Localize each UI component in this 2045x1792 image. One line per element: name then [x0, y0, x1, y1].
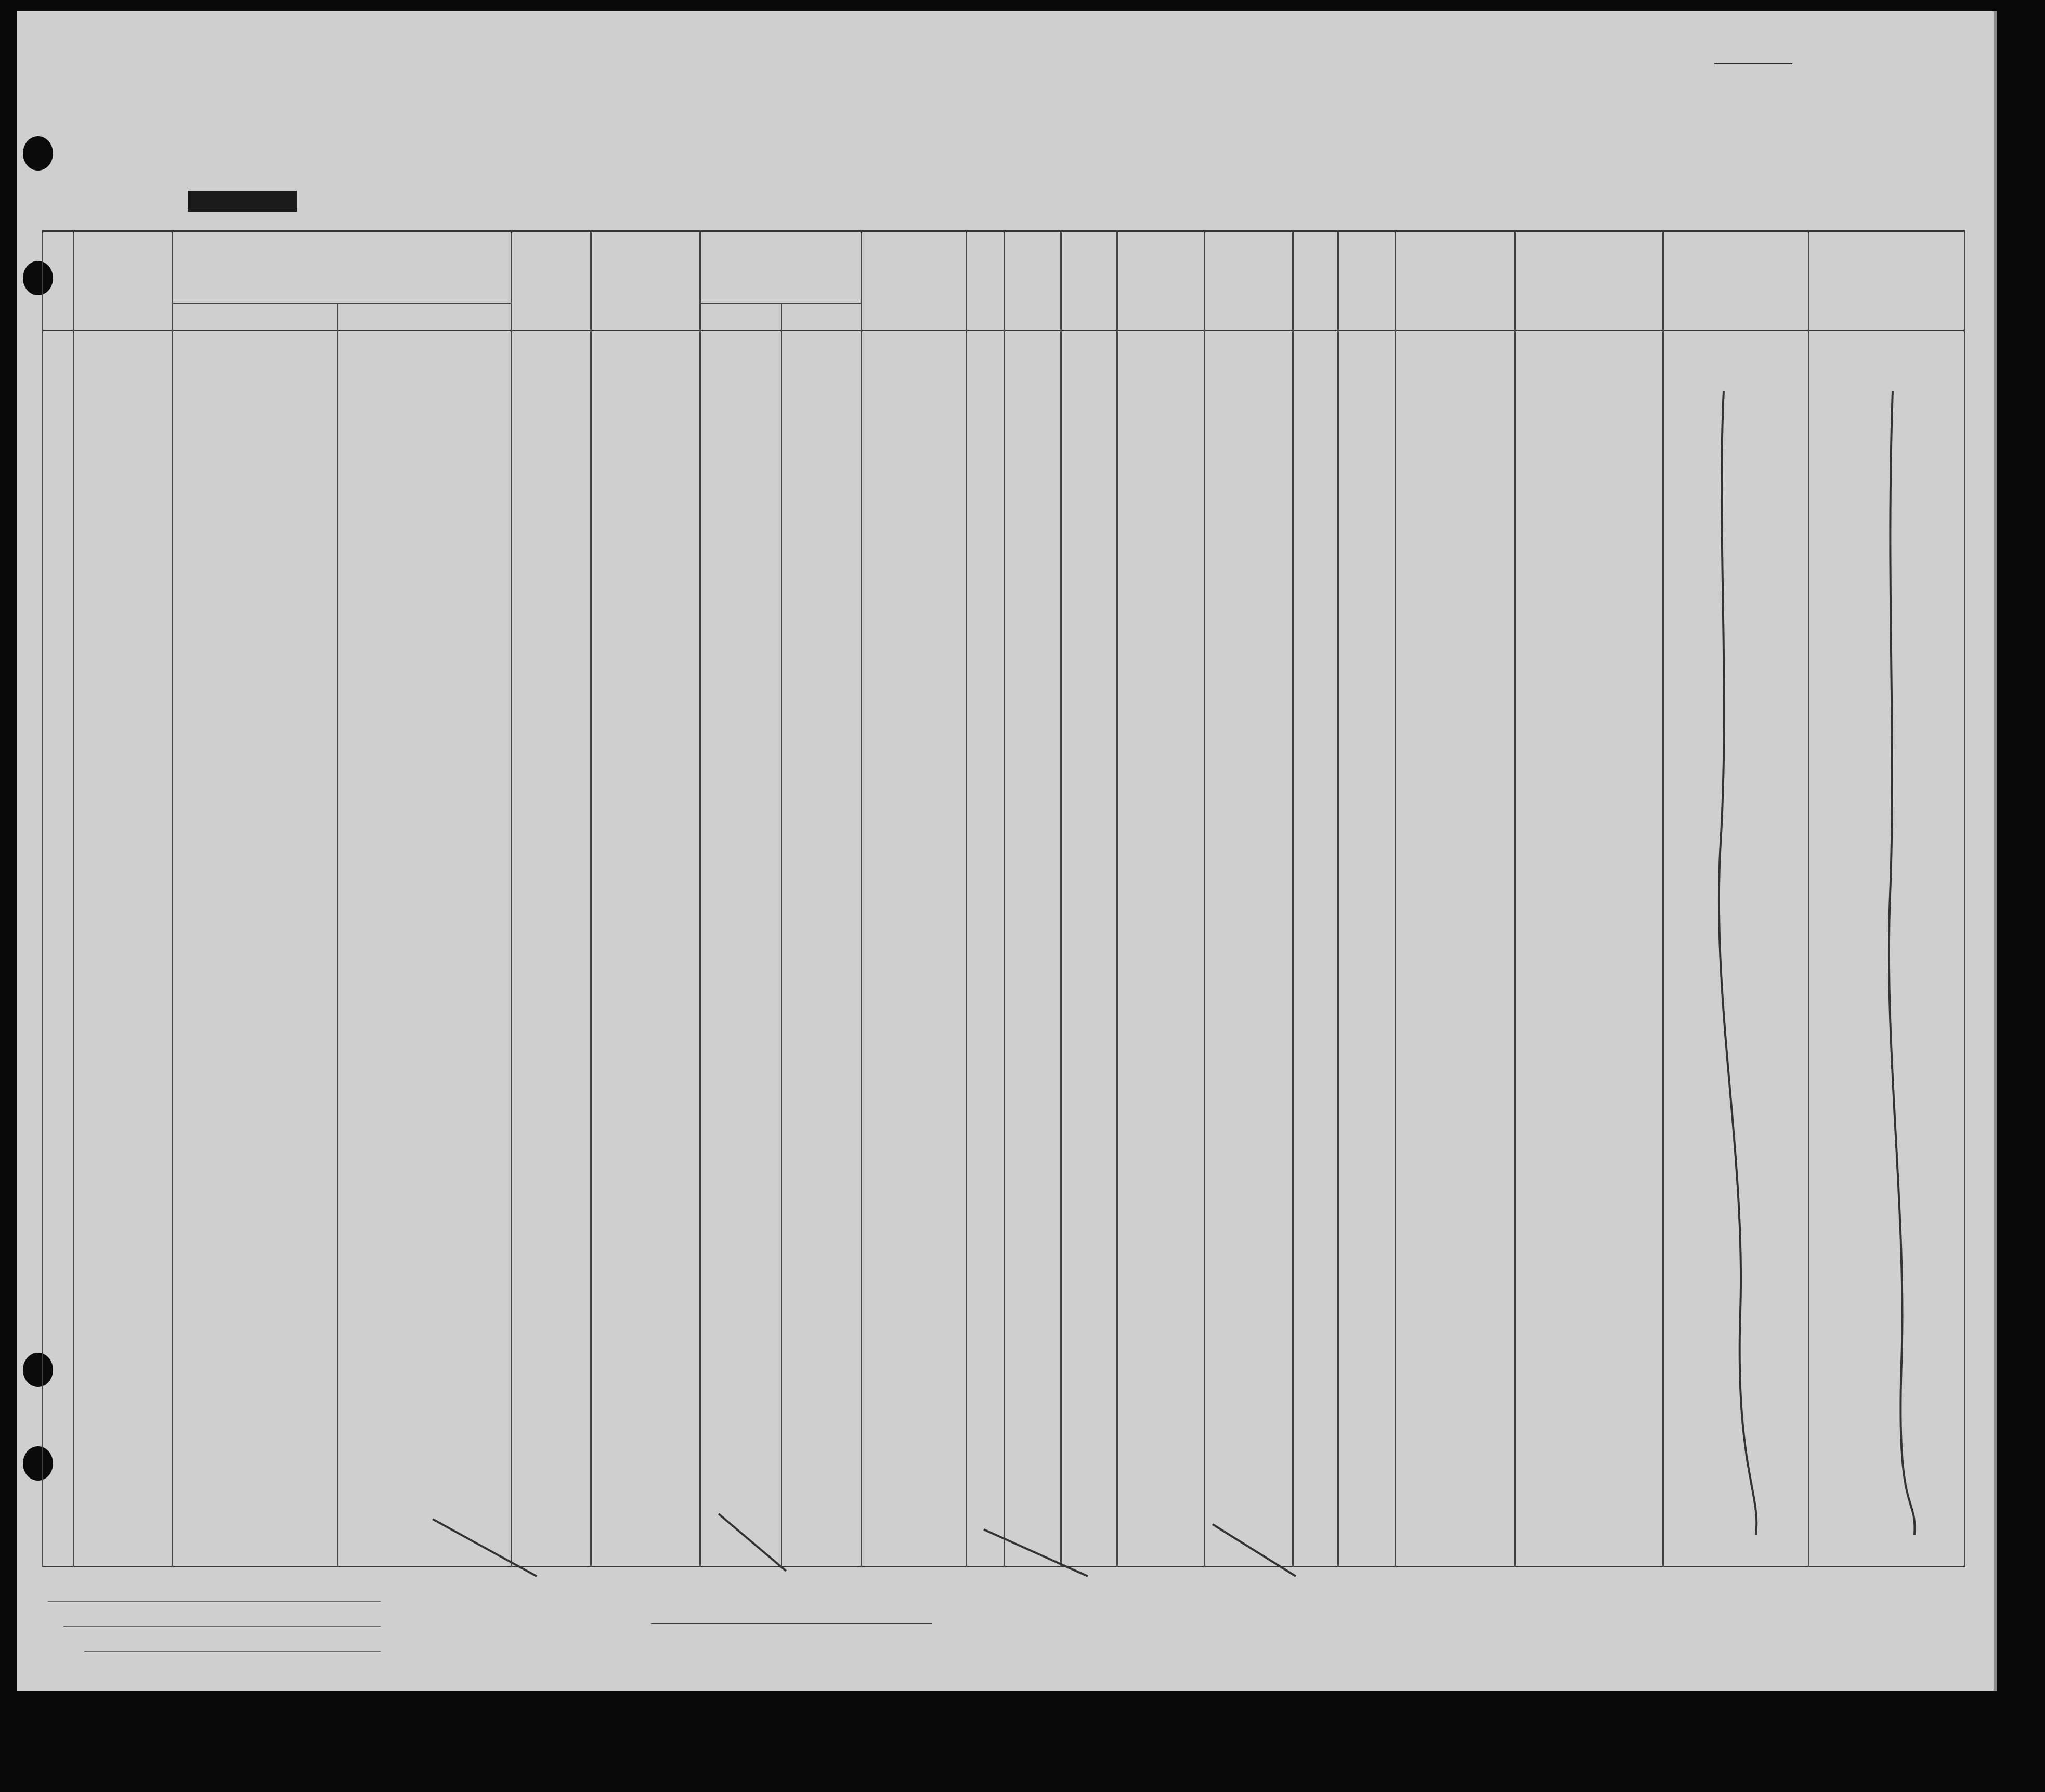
col-divider [781, 303, 782, 1567]
col-divider [1116, 230, 1118, 1567]
col-divider [511, 230, 512, 1567]
col-divider [337, 303, 338, 1567]
col-divider [590, 230, 592, 1567]
footer-agents-rule [84, 1651, 381, 1652]
line-redacted [188, 191, 297, 212]
col-divider [861, 230, 862, 1567]
punch-hole [23, 136, 53, 171]
signature-rule [651, 1623, 932, 1624]
col-divider [1395, 230, 1396, 1567]
name-subheader-line [172, 303, 511, 304]
closing-strokes [412, 1509, 1348, 1592]
col-divider [1060, 230, 1062, 1567]
footer-line-rule [48, 1601, 381, 1602]
col-divider [42, 230, 43, 1567]
col-divider [966, 230, 967, 1567]
punch-hole [23, 261, 53, 295]
action-ditto-line [1719, 391, 1756, 1535]
ditto-lines [1662, 375, 1964, 1561]
col-divider [73, 230, 74, 1567]
col-divider [1337, 230, 1339, 1567]
col-divider [1964, 230, 1965, 1567]
footer-owners-rule [63, 1626, 381, 1627]
col-divider [172, 230, 173, 1567]
col-divider [1004, 230, 1005, 1567]
col-divider [1204, 230, 1205, 1567]
punch-hole [23, 1353, 53, 1387]
col-divider [1514, 230, 1516, 1567]
remarks-ditto-line [1889, 391, 1915, 1535]
punch-hole [23, 1446, 53, 1481]
sheet-number-line [1714, 63, 1792, 64]
manifest-sheet [17, 11, 1997, 1691]
col-divider [699, 230, 701, 1567]
shipped-subheader-line [699, 303, 861, 304]
col-divider [1292, 230, 1294, 1567]
inspector-action [1665, 341, 1769, 348]
